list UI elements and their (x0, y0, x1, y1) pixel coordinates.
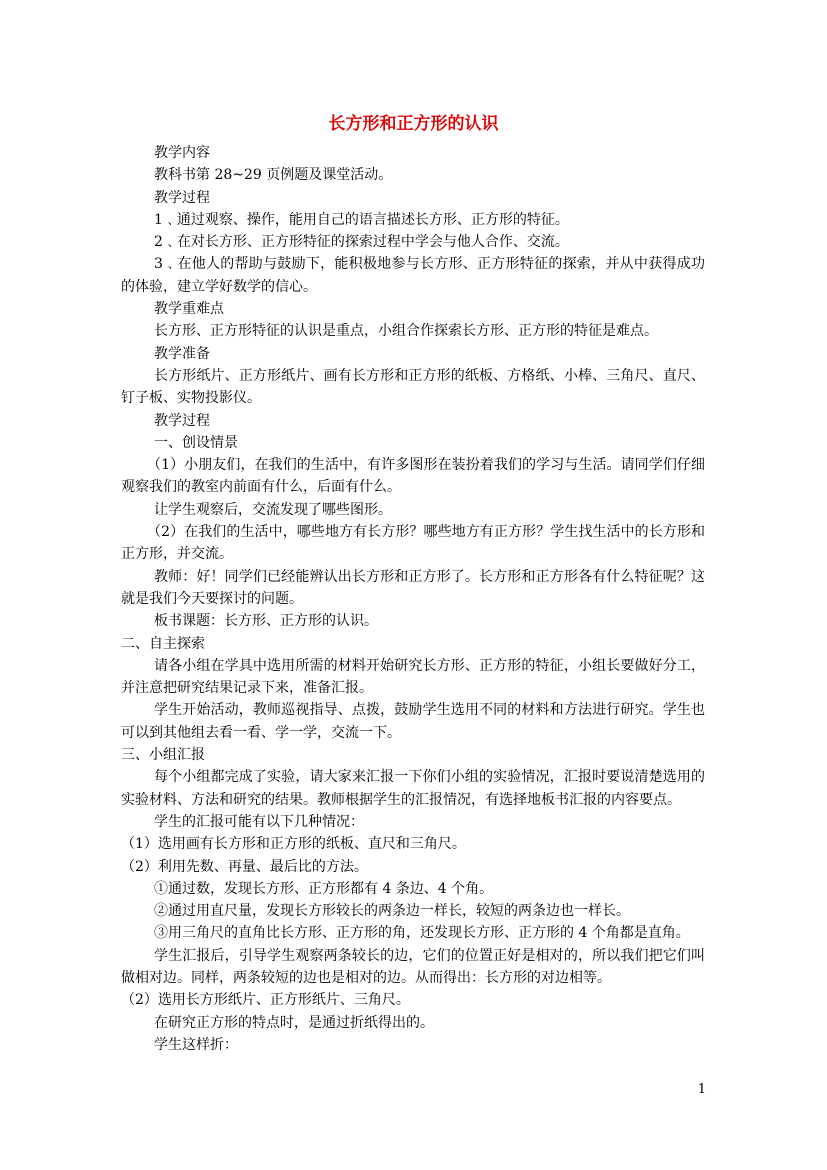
paragraph: 教师：好！同学们已经能辨认出长方形和正方形了。长方形和正方形各有什么特征呢？这就是我们今天要探讨的问题。 (121, 568, 705, 607)
list-item: （1）选用画有长方形和正方形的纸板、直尺和三角尺。 (121, 836, 466, 853)
paragraph: 学生的汇报可能有以下几种情况： (154, 813, 364, 830)
list-item: 3﹑在他人的帮助与鼓励下，能积极地参与长方形、正方形特征的探索，并从中获得成功的体验，建立学好数学的信心。 (121, 256, 705, 295)
list-item: ②通过用直尺量，发现长方形较长的两条边一样长，较短的两条边也一样长。 (154, 903, 630, 920)
paragraph: 教科书第 28~29 页例题及课堂活动。 (154, 167, 393, 184)
list-item: 1﹑通过观察、操作，能用自己的语言描述长方形、正方形的特征。 (154, 211, 569, 228)
paragraph: 板书课题：长方形、正方形的认识。 (154, 613, 378, 630)
paragraph: （2）在我们的生活中，哪些地方有长方形？哪些地方有正方形？学生找生活中的长方形和正方形，并交流。 (121, 524, 705, 563)
section-heading: 二、自主探索 (121, 635, 205, 652)
heading-teaching-preparation: 教学准备 (154, 345, 210, 362)
paragraph: 让学生观察后，交流发现了哪些图形。 (154, 501, 392, 518)
list-item: （2）利用先数、再量、最后比的方法。 (121, 858, 368, 875)
list-item: ①通过数，发现长方形、正方形都有 4 条边、4 个角。 (154, 880, 494, 897)
paragraph: 请各小组在学具中选用所需的材料开始研究长方形、正方形的特征，小组长要做好分工，并注意把研究结果记录下来，准备汇报。 (121, 657, 705, 697)
document-title: 长方形和正方形的认识 (328, 114, 499, 134)
paragraph: 长方形纸片、正方形纸片、画有长方形和正方形的纸板、方格纸、小棒、三角尺、直尺、钉子板、实物投影仪。 (121, 367, 705, 407)
paragraph: 学生这样折： (154, 1036, 238, 1053)
heading-teaching-process-2: 教学过程 (154, 412, 210, 429)
list-item: （2）选用长方形纸片、正方形纸片、三角尺。 (121, 992, 410, 1009)
list-item: ③用三角尺的直角比长方形、正方形的角，还发现长方形、正方形的 4 个角都是直角。 (154, 925, 690, 942)
page-number: 1 (697, 1082, 706, 1097)
section-heading: 三、小组汇报 (121, 747, 205, 764)
paragraph: 在研究正方形的特点时，是通过折纸得出的。 (154, 1014, 434, 1031)
document-body (121, 142, 705, 1056)
section-heading: 一、创设情景 (154, 434, 238, 451)
paragraph: 每个小组都完成了实验，请大家来汇报一下你们小组的实验情况，汇报时要说清楚选用的实验材料、方法和研究的结果。教师根据学生的汇报情况，有选择地板书汇报的内容要点。 (121, 769, 705, 808)
paragraph: 长方形、正方形特征的认识是重点，小组合作探索长方形、正方形的特征是难点。 (154, 323, 658, 340)
heading-teaching-process: 教学过程 (154, 189, 210, 206)
heading-key-difficulties: 教学重难点 (154, 301, 224, 318)
paragraph: 学生开始活动，教师巡视指导、点拨，鼓励学生选用不同的材料和方法进行研究。学生也可以到其他组去看一看、学一学，交流一下。 (121, 702, 705, 741)
list-item: 2﹑在对长方形、正方形特征的探索过程中学会与他人合作、交流。 (154, 234, 569, 251)
heading-teaching-content: 教学内容 (154, 145, 210, 161)
paragraph: （1）小朋友们，在我们的生活中，有许多图形在装扮着我们的学习与生活。请同学们仔细观察我们的教室内前面有什么，后面有什么。 (121, 457, 705, 496)
paragraph: 学生汇报后，引导学生观察两条较长的边，它们的位置正好是相对的，所以我们把它们叫做相对边。同样，两条较短的边也是相对的边。从而得出：长方形的对边相等。 (121, 947, 705, 986)
